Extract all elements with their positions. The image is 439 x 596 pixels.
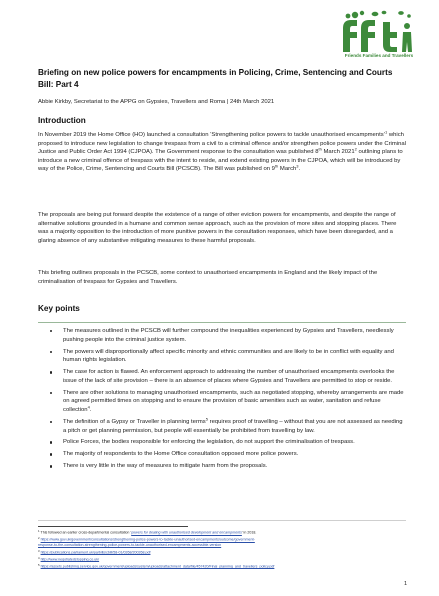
footnote-5-link[interactable]: https://assets.publishing.service.gov.uk/government/uploads/system/uploads/attachment_data/file/457420/Final_planning_and_travellers_policy.pdf xyxy=(40,564,275,569)
key-point-item: The majority of respondents to the Home Office consultation opposed more police powers. xyxy=(49,450,405,459)
footnote-separator xyxy=(38,526,188,527)
fft-logo xyxy=(337,8,419,54)
byline-text: Abbie Kirkby, Secretariat to the APPG on Gypsies, Travellers and Roma | 24th March 2021 xyxy=(38,99,275,105)
footnote-1: $^1$ This followed an earlier cross-departmental consultation ‘powers for dealing with unauthorised development and encampments’ in 2018. xyxy=(38,529,257,535)
footnote-5: $^5$ https://assets.publishing.service.gov.uk/government/uploads/system/uploads/attachment_data/file/457420/Final_planning_and_travellers_policy.pdf xyxy=(38,562,275,569)
footnote-2-link-continued[interactable]: response-to-the-consultation-strengthening-police-powers-to-tackle-unauthorised-encampments-accessible-version xyxy=(38,543,222,548)
document-title: Briefing on new police powers for encampments in Policing, Crime, Sentencing and Courts Bill: Part 4 xyxy=(38,68,393,89)
key-point-item: The definition of a Gypsy or Traveller in planning terms$^5$ requires proof of travelling – without that you are not assessed as needing a pitch or get planning permission, but people will essentially be prohibited from travelling by law. xyxy=(49,418,405,435)
footnote-2-link[interactable]: https://www.gov.uk/government/consultations/strengthening-police-powers-to-tackle-unauthorised-encampments/outcome/government- xyxy=(40,537,255,542)
key-point-item: The case for action is flawed. An enforcement approach to addressing the number of unauthorised encampments overlooks the issue of the lack of site provision – there is an absence of places where Gypsies and Travellers are permitted to stop or reside. xyxy=(49,368,405,385)
footnotes xyxy=(38,529,418,570)
key-point-item: The powers will disproportionally affect specific minority and ethnic communities and are likely to be in conflict with equality and human rights legislation. xyxy=(49,348,405,365)
intro-paragraph-3: This briefing outlines proposals in the PCSCB, some context to unauthorised encampments in England and the likely impact of the criminalisation of trespass for Gypsies and Travellers. xyxy=(38,270,378,285)
footnote-4: $^4$ http://www.negotiatedstopping.co.uk/ xyxy=(38,555,100,562)
intro-heading: Introduction xyxy=(38,116,86,125)
footnote-3-link[interactable]: https://publications.parliament.uk/pa/bills/cbill/58-01/0268/200268.pdf xyxy=(40,550,151,555)
byline xyxy=(38,98,408,106)
intro-paragraph-1: In November 2019 the Home Office (HO) launched a consultation ‘Strengthening police powers to tackle unauthorised encampments’$^1$ which proposed to introduce new legislation to change trespass from a civil to a criminal offence and/or strengthen police powers under the Criminal Justice and Public Order Act 1994 (CJPOA). The Government response to the consultation was published 8th March 2021$^2$ outlining plans to introduce a new criminal offence of trespass with the intent to reside, and extend existing powers in the CJPOA, which will be introduced by way of the Police, Crime, Sentencing and Courts Bill (PCSCB). The Bill was published on 9th March$^3$. xyxy=(38,129,406,173)
key-points-heading: Key points xyxy=(38,304,80,313)
footnote-1-link[interactable]: powers for dealing with unauthorised development and encampments xyxy=(131,530,242,535)
logo-subtitle: Friends Families and Travellers xyxy=(344,53,414,58)
footnote-4-link[interactable]: http://www.negotiatedstopping.co.uk/ xyxy=(40,557,100,562)
page-number: 1 xyxy=(404,581,408,587)
key-point-item: Police Forces, the bodies responsible for enforcing the legislation, do not support the criminalisation of trespass. xyxy=(49,438,405,447)
key-point-item: There are other solutions to managing unauthorised encampments, such as negotiated stopping, whereby arrangements are made on agreed permitted times on stopping and to ensure the provision of basic amenities such as water, sanitation and refuse collection$^4$. xyxy=(49,389,405,415)
intro-paragraph-2: The proposals are being put forward despite the existence of a range of other eviction powers for encampments, and despite the range of alternative solutions grounded in a humane and common sense approach, such as the provision of more sites and stopping places. There was a majority opposition to the introduction of more punitive powers in the consultation responses, which have been disregarded, and a glaring absence of any substantive mitigating measures to these harmful proposals. xyxy=(38,212,397,244)
footnote-2: $^2$ https://www.gov.uk/government/consultations/strengthening-police-powers-to-tackle-unauthorised-encampments/outcome/government- xyxy=(38,536,255,542)
footnote-3: $^3$ https://publications.parliament.uk/pa/bills/cbill/58-01/0268/200268.pdf xyxy=(38,548,151,555)
key-points-list xyxy=(49,327,405,474)
fft-logo-mark xyxy=(337,8,419,54)
key-point-item: There is very little in the way of measures to mitigate harm from the proposals. xyxy=(49,462,405,471)
key-point-item: The measures outlined in the PCSCB will further compound the inequalities experienced by Gypsies and Travellers, needlessly pushing people into the criminal justice system. xyxy=(49,327,405,344)
